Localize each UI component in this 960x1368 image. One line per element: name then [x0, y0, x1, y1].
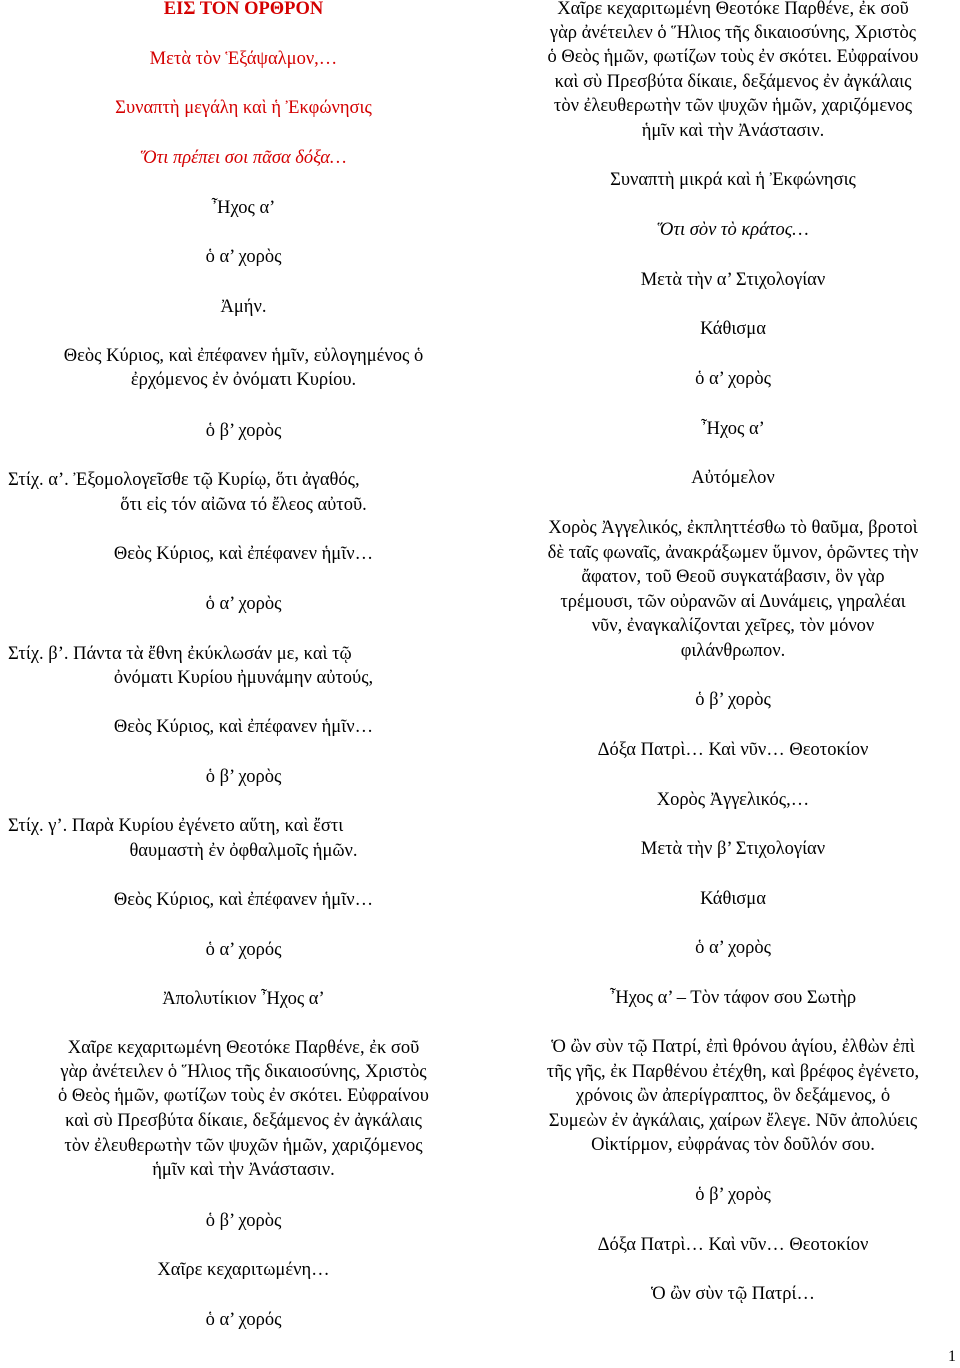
right-line: ἄφατον, τοῦ Θεοῦ συγκατάβασιν, ὃν γὰρ — [581, 567, 885, 587]
left-line: ὀνόματι Κυρίου ἠμυνάμην αὐτούς, — [113, 668, 374, 688]
left-line: Στίχ. β’. Πάντα τὰ ἔθνη ἐκύκλωσάν με, καὶ τῷ — [8, 644, 352, 664]
left-line: τὸν ἐλευθερωτὴν τῶν ψυχῶν ἡμῶν, χαριζόμενος — [64, 1136, 423, 1156]
left-line: ὁ β’ χορὸς — [205, 421, 282, 441]
right-line: Ὅτι σὸν τὸ κράτος… — [657, 220, 809, 240]
left-line: Στίχ. γ’. Παρὰ Κυρίου ἐγένετο αὕτη, καὶ ἔστι — [8, 816, 344, 836]
right-line: Χαῖρε κεχαριτωμένη Θεοτόκε Παρθένε, ἐκ σοῦ — [557, 0, 909, 19]
left-line: καὶ σὺ Πρεσβύτα δίκαιε, δεξάμενος ἐν ἀγκάλαις — [65, 1111, 422, 1131]
left-line: ὁ α’ χορός — [205, 1310, 282, 1330]
left-line: Χαῖρε κεχαριτωμένη Θεοτόκε Παρθένε, ἐκ σοῦ — [67, 1038, 420, 1058]
right-line: ἡμῖν καὶ τὴν Ἀνάστασιν. — [641, 121, 825, 141]
left-line: Μετὰ τὸν Ἑξάψαλμον,… — [149, 49, 338, 69]
left-line: ΕΙΣ ΤΟΝ ΟΡΘΡΟΝ — [163, 0, 324, 19]
right-line: Συναπτὴ μικρά καὶ ἡ Ἐκφώνησις — [610, 170, 856, 190]
right-line: Κάθισμα — [700, 319, 766, 339]
left-line: ἐρχόμενος ἐν ὀνόματι Κυρίου. — [130, 370, 357, 390]
right-line: Αὐτόμελον — [691, 468, 775, 488]
right-line: ὁ α’ χορὸς — [695, 369, 771, 389]
right-line: Συμεὼν ἐν ἀγκάλαις, χαίρων ἔλεγε. Νῦν ἀπολύεις — [548, 1111, 918, 1131]
left-line: ἡμῖν καὶ τὴν Ἀνάστασιν. — [152, 1160, 335, 1180]
left-line: Ὅτι πρέπει σοι πᾶσα δόξα… — [140, 148, 347, 168]
left-line: γὰρ ἀνέτειλεν ὁ Ἥλιος τῆς δικαιοσύνης, Χριστὸς — [60, 1062, 427, 1082]
left-line: Θεὸς Κύριος, καὶ ἐπέφανεν ἡμῖν, εὐλογημένος ὁ — [63, 346, 424, 366]
right-line: γὰρ ἀνέτειλεν ὁ Ἥλιος τῆς δικαιοσύνης, Χριστὸς — [549, 23, 917, 43]
right-line: χρόνοις ὢν ἀπερίγραπτος, ὃν δεξάμενος, ὁ — [575, 1086, 891, 1106]
right-line: καὶ σὺ Πρεσβύτα δίκαιε, δεξάμενος ἐν ἀγκάλαις — [554, 72, 912, 92]
left-line: Θεὸς Κύριος, καὶ ἐπέφανεν ἡμῖν… — [113, 890, 374, 910]
right-line: Δόξα Πατρὶ… Καὶ νῦν… Θεοτοκίον — [597, 1235, 869, 1255]
right-line: Ὁ ὢν σὺν τῷ Πατρί, ἐπὶ θρόνου ἁγίου, ἐλθὼν ἐπὶ — [551, 1037, 915, 1057]
right-line: τῆς γῆς, ἐκ Παρθένου ἐτέχθη, καὶ βρέφος ἐγένετο, — [546, 1062, 920, 1082]
right-line: Ἦχος α’ — [701, 419, 765, 439]
left-line: Συναπτὴ μεγάλη καὶ ἡ Ἐκφώνησις — [115, 98, 372, 118]
right-line: Μετὰ τὴν β’ Στιχολογίαν — [640, 839, 826, 859]
left-line: ὁ β’ χορὸς — [205, 767, 282, 787]
left-line: Στίχ. α’. Ἐξομολογεῖσθε τῷ Κυρίῳ, ὅτι ἀγαθός, — [8, 470, 360, 490]
right-line: Μετὰ τὴν α’ Στιχολογίαν — [640, 270, 826, 290]
right-line: τρέμουσι, τῶν οὐρανῶν αἱ Δυνάμεις, γηραλέαι — [560, 592, 906, 612]
right-line: φιλάνθρωπον. — [680, 641, 786, 661]
right-line: Δόξα Πατρὶ… Καὶ νῦν… Θεοτοκίον — [597, 740, 869, 760]
left-line: ὁ β’ χορὸς — [205, 1211, 282, 1231]
left-line: Ἀμήν. — [220, 297, 267, 317]
right-line: ὁ β’ χορὸς — [695, 1185, 771, 1205]
right-line: Οἰκτίρμον, εὐφράνας τὸν δοῦλόν σου. — [591, 1135, 875, 1155]
left-line: Ἀπολυτίκιον Ἦχος α’ — [162, 989, 325, 1009]
left-line: ὁ α’ χορὸς — [205, 247, 282, 267]
right-line: δὲ ταῖς φωναῖς, ἀνακράξωμεν ὕμνον, ὁρῶντες τὴν — [547, 543, 919, 563]
left-line: Θεὸς Κύριος, καὶ ἐπέφανεν ἡμῖν… — [113, 544, 374, 564]
left-line: ὁ α’ χορὸς — [205, 594, 282, 614]
page-number: 1 — [948, 1348, 956, 1365]
right-line: τὸν ἐλευθερωτὴν τῶν ψυχῶν ἡμῶν, χαριζόμενος — [553, 96, 913, 116]
left-line: ὁ Θεὸς ἡμῶν, φωτίζων τοὺς ἐν σκότει. Εὐφραίνου — [58, 1086, 429, 1106]
right-line: Ἦχος α’ – Τὸν τάφον σου Σωτὴρ — [609, 988, 857, 1008]
left-line: Ἦχος α’ — [211, 198, 276, 218]
left-line: θαυμαστὴ ἐν ὀφθαλμοῖς ἡμῶν. — [129, 841, 358, 861]
left-line: ὅτι εἰς τόν αἰῶνα τό ἔλεος αὐτοῦ. — [120, 495, 367, 515]
right-line: Χορὸς Ἀγγελικός,… — [656, 790, 810, 810]
left-line: Θεὸς Κύριος, καὶ ἐπέφανεν ἡμῖν… — [113, 717, 374, 737]
right-line: Κάθισμα — [700, 889, 766, 909]
left-line: ὁ α’ χορός — [205, 940, 282, 960]
right-line: Ὁ ὢν σὺν τῷ Πατρί… — [651, 1284, 815, 1304]
left-line: Χαῖρε κεχαριτωμένη… — [157, 1260, 330, 1280]
right-line: ὁ α’ χορὸς — [695, 938, 771, 958]
right-line: ὁ Θεὸς ἡμῶν, φωτίζων τοὺς ἐν σκότει. Εὐφραίνου — [547, 47, 919, 67]
right-line: ὁ β’ χορὸς — [695, 690, 771, 710]
right-line: Χορὸς Ἀγγελικός, ἐκπληττέσθω τὸ θαῦμα, βροτοὶ — [548, 518, 918, 538]
right-line: νῦν, ἐναγκαλίζονται χεῖρες, τὸν μόνον — [591, 616, 875, 636]
